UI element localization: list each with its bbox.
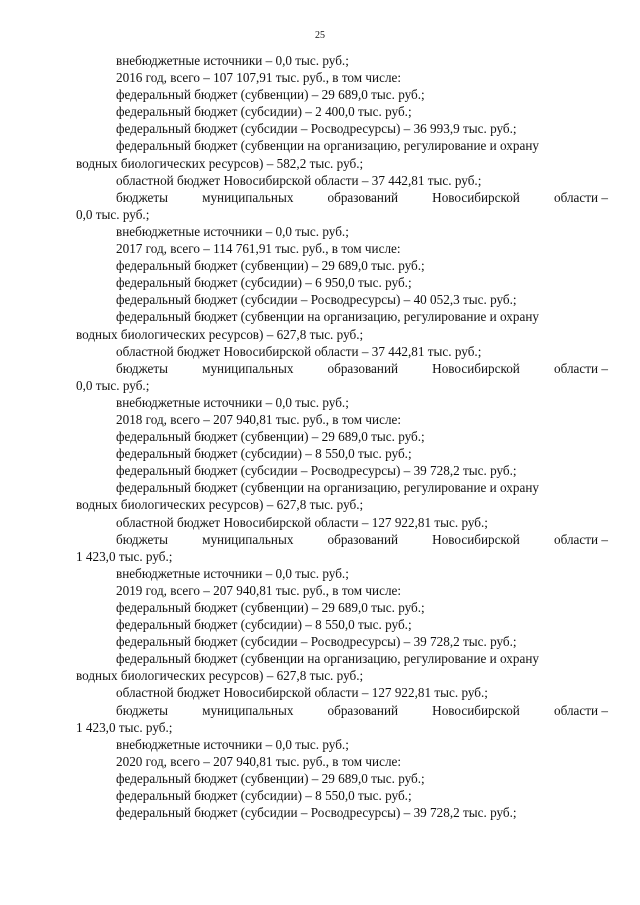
text-line: федеральный бюджет (субсидии) – 8 550,0 тыс. руб.;: [116, 446, 412, 462]
word: области –: [553, 360, 608, 376]
word: бюджеты: [116, 702, 169, 718]
text-line: внебюджетные источники – 0,0 тыс. руб.;: [116, 53, 349, 68]
text-line: федеральный бюджет (субсидии) – 2 400,0 тыс. руб.;: [116, 104, 412, 120]
text-line-continuation: водных биологических ресурсов) – 627,8 тыс. руб.;: [76, 497, 364, 513]
word: муниципальных: [202, 702, 294, 718]
word: муниципальных: [202, 189, 294, 205]
word: бюджеты: [116, 189, 169, 205]
justified-line: [76, 702, 608, 719]
text-line: федеральный бюджет (субвенции на организацию, регулирование и охрану: [116, 651, 539, 667]
text-line: федеральный бюджет (субсидии – Росводресурсы) – 40 052,3 тыс. руб.;: [116, 292, 517, 308]
word: муниципальных: [202, 360, 294, 376]
word: Новосибирской: [432, 189, 520, 205]
text-line: областной бюджет Новосибирской области – 37 442,81 тыс. руб.;: [116, 172, 482, 188]
justified-line: [76, 189, 608, 206]
year-total-line: 2017 год, всего – 114 761,91 тыс. руб., в том числе:: [116, 241, 401, 257]
word: муниципальных: [202, 531, 294, 547]
justified-line: [76, 531, 608, 548]
text-line: федеральный бюджет (субсидии) – 6 950,0 тыс. руб.;: [116, 275, 412, 291]
text-line-continuation: 0,0 тыс. руб.;: [76, 206, 150, 222]
text-line: федеральный бюджет (субвенции на организацию, регулирование и охрану: [116, 309, 539, 325]
text-line: федеральный бюджет (субсидии – Росводресурсы) – 39 728,2 тыс. руб.;: [116, 634, 517, 650]
text-line-continuation: водных биологических ресурсов) – 627,8 тыс. руб.;: [76, 326, 364, 342]
year-total-line: 2016 год, всего – 107 107,91 тыс. руб., в том числе:: [116, 70, 402, 86]
word: бюджеты: [116, 531, 169, 547]
text-line: внебюджетные источники – 0,0 тыс. руб.;: [116, 394, 349, 410]
word: образований: [327, 702, 399, 718]
justified-line: [76, 360, 608, 377]
word: Новосибирской: [432, 702, 520, 718]
text-line: федеральный бюджет (субвенции) – 29 689,0 тыс. руб.;: [116, 87, 425, 103]
text-line: областной бюджет Новосибирской области – 127 922,81 тыс. руб.;: [116, 514, 488, 530]
text-line: федеральный бюджет (субсидии – Росводресурсы) – 36 993,9 тыс. руб.;: [116, 121, 517, 137]
text-line: федеральный бюджет (субсидии) – 8 550,0 тыс. руб.;: [116, 788, 412, 804]
text-line: внебюджетные источники – 0,0 тыс. руб.;: [116, 736, 349, 752]
text-line: внебюджетные источники – 0,0 тыс. руб.;: [116, 565, 349, 581]
text-line: внебюджетные источники – 0,0 тыс. руб.;: [116, 223, 349, 239]
text-line-continuation: водных биологических ресурсов) – 582,2 тыс. руб.;: [76, 155, 364, 171]
text-line: федеральный бюджет (субвенции) – 29 689,0 тыс. руб.;: [116, 429, 425, 445]
word: области –: [553, 189, 608, 205]
word: образований: [327, 531, 399, 547]
text-line: областной бюджет Новосибирской области – 37 442,81 тыс. руб.;: [116, 343, 482, 359]
text-line-continuation: 0,0 тыс. руб.;: [76, 377, 150, 393]
year-total-line: 2018 год, всего – 207 940,81 тыс. руб., в том числе:: [116, 411, 402, 427]
word: образований: [327, 189, 399, 205]
text-line: федеральный бюджет (субвенции) – 29 689,0 тыс. руб.;: [116, 770, 425, 786]
word: области –: [553, 531, 608, 547]
page-number: 25: [315, 30, 325, 41]
year-total-line: 2020 год, всего – 207 940,81 тыс. руб., в том числе:: [116, 753, 402, 769]
text-line: федеральный бюджет (субвенции) – 29 689,0 тыс. руб.;: [116, 600, 425, 615]
word: образований: [327, 360, 399, 376]
document-body: [76, 52, 608, 821]
word: бюджеты: [116, 360, 169, 376]
text-line: федеральный бюджет (субсидии) – 8 550,0 тыс. руб.;: [116, 617, 412, 633]
text-line: федеральный бюджет (субвенции на организацию, регулирование и охрану: [116, 480, 539, 496]
text-line: федеральный бюджет (субсидии – Росводресурсы) – 39 728,2 тыс. руб.;: [116, 805, 517, 821]
text-line: федеральный бюджет (субсидии – Росводресурсы) – 39 728,2 тыс. руб.;: [116, 463, 517, 479]
year-total-line: 2019 год, всего – 207 940,81 тыс. руб., в том числе:: [116, 582, 402, 598]
word: области –: [553, 702, 608, 718]
text-line-continuation: 1 423,0 тыс. руб.;: [76, 719, 173, 735]
text-line: федеральный бюджет (субвенции) – 29 689,0 тыс. руб.;: [116, 258, 425, 274]
text-line-continuation: 1 423,0 тыс. руб.;: [76, 548, 173, 564]
word: Новосибирской: [432, 531, 520, 547]
text-line: областной бюджет Новосибирской области – 127 922,81 тыс. руб.;: [116, 685, 488, 701]
text-line: федеральный бюджет (субвенции на организацию, регулирование и охрану: [116, 138, 539, 154]
text-line-continuation: водных биологических ресурсов) – 627,8 тыс. руб.;: [76, 668, 364, 684]
word: Новосибирской: [432, 360, 520, 376]
